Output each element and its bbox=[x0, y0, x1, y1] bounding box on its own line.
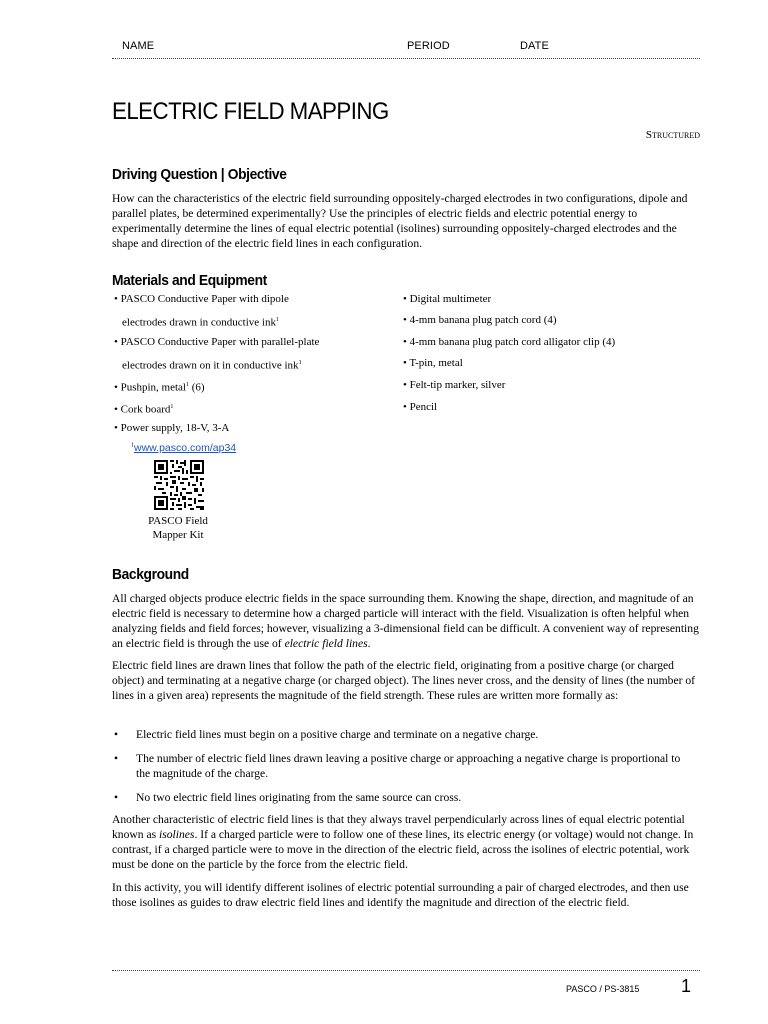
list-item: • 4-mm banana plug patch cord (4) bbox=[403, 314, 557, 326]
page-title: ELECTRIC FIELD MAPPING bbox=[112, 98, 389, 125]
footer-divider bbox=[112, 970, 700, 971]
list-item: • 4-mm banana plug patch cord alligator clip (4) bbox=[403, 336, 616, 348]
list-item: • Pencil bbox=[403, 401, 438, 413]
list-item: • PASCO Conductive Paper with parallel-plate bbox=[114, 336, 320, 348]
page-number: 1 bbox=[681, 976, 692, 996]
list-item: • Felt-tip marker, silver bbox=[403, 379, 506, 391]
qr-code-icon bbox=[154, 460, 204, 510]
materials-heading: Materials and Equipment bbox=[112, 272, 267, 289]
name-label: NAME bbox=[122, 40, 155, 52]
background-paragraph-4: In this activity, you will identify different isolines of electric potential surrounding a pair of charged electrodes, and then use those isolines as guides to draw electric field lines and identify the magnitude and direction of the electric field. bbox=[112, 881, 689, 909]
student-info-line bbox=[112, 38, 700, 59]
pasco-link[interactable]: www.pasco.com/ap34 bbox=[134, 442, 237, 454]
level-tag: Structured bbox=[645, 129, 700, 141]
list-item: • Pushpin, metal$^1$ (6) bbox=[114, 381, 205, 394]
list-item: • Digital multimeter bbox=[403, 293, 492, 305]
background-paragraph-1: All charged objects produce electric fields in the space surrounding them. Knowing the shape, direction, and magnitude of an electric field is necessary to determine how a charged particle will interact with the field. Visualization is often helpful when analyzing fields and field forces; however, visualizing a 3-dimensional field can be difficult. A convenient way of representing an electric field is through the use of electric field lines. bbox=[112, 592, 699, 650]
list-item-cont: electrodes drawn on it in conductive ink$^1$ bbox=[122, 359, 302, 372]
list-item-cont: electrodes drawn in conductive ink$^1$ bbox=[122, 316, 279, 329]
driving-question-heading: Driving Question | Objective bbox=[112, 166, 287, 183]
qr-caption: PASCO Field Mapper Kit bbox=[148, 515, 208, 541]
background-heading: Background bbox=[112, 566, 189, 583]
footnote: $^1$www.pasco.com/ap34 bbox=[131, 442, 237, 454]
background-paragraph-3: Another characteristic of electric field lines is that they always travel perpendicularly across lines of equal electric potential known as isolines. If a charged particle were to follow one of these lines, its electric energy (or voltage) would not change. In contrast, if a charged particle were to move in the direction of the electric field, across the isolines of electric potential, work must be done on the particle by the force from the electric field. bbox=[112, 813, 694, 871]
background-paragraph-2: Electric field lines are drawn lines that follow the path of the electric field, originating from a positive charge (or charged object) and terminating at a negative charge (or charged object). The lines never cross, and the density of lines (the number of lines in a given area) represents the magnitude of the field strength. These rules are written more formally as: bbox=[112, 659, 696, 702]
list-item: • T-pin, metal bbox=[403, 357, 463, 369]
list-item: • Cork board$^1$ bbox=[114, 403, 174, 416]
list-item: • Power supply, 18-V, 3-A bbox=[114, 422, 230, 434]
period-label: PERIOD bbox=[407, 40, 450, 52]
driving-question-text: How can the characteristics of the electric field surrounding oppositely-charged electrodes in two configurations, dipole and parallel plates, be determined experimentally? Use the principles of electric fields and electric potential energy to experimentally determine the lines of equal electric potential (isolines) surrounding oppositely-charged electrodes and the shape and direction of the electric field lines in each configuration. bbox=[112, 192, 688, 250]
list-item: • PASCO Conductive Paper with dipole bbox=[114, 293, 289, 305]
footer-product-code: PASCO / PS-3815 bbox=[566, 984, 640, 994]
date-label: DATE bbox=[520, 40, 549, 52]
